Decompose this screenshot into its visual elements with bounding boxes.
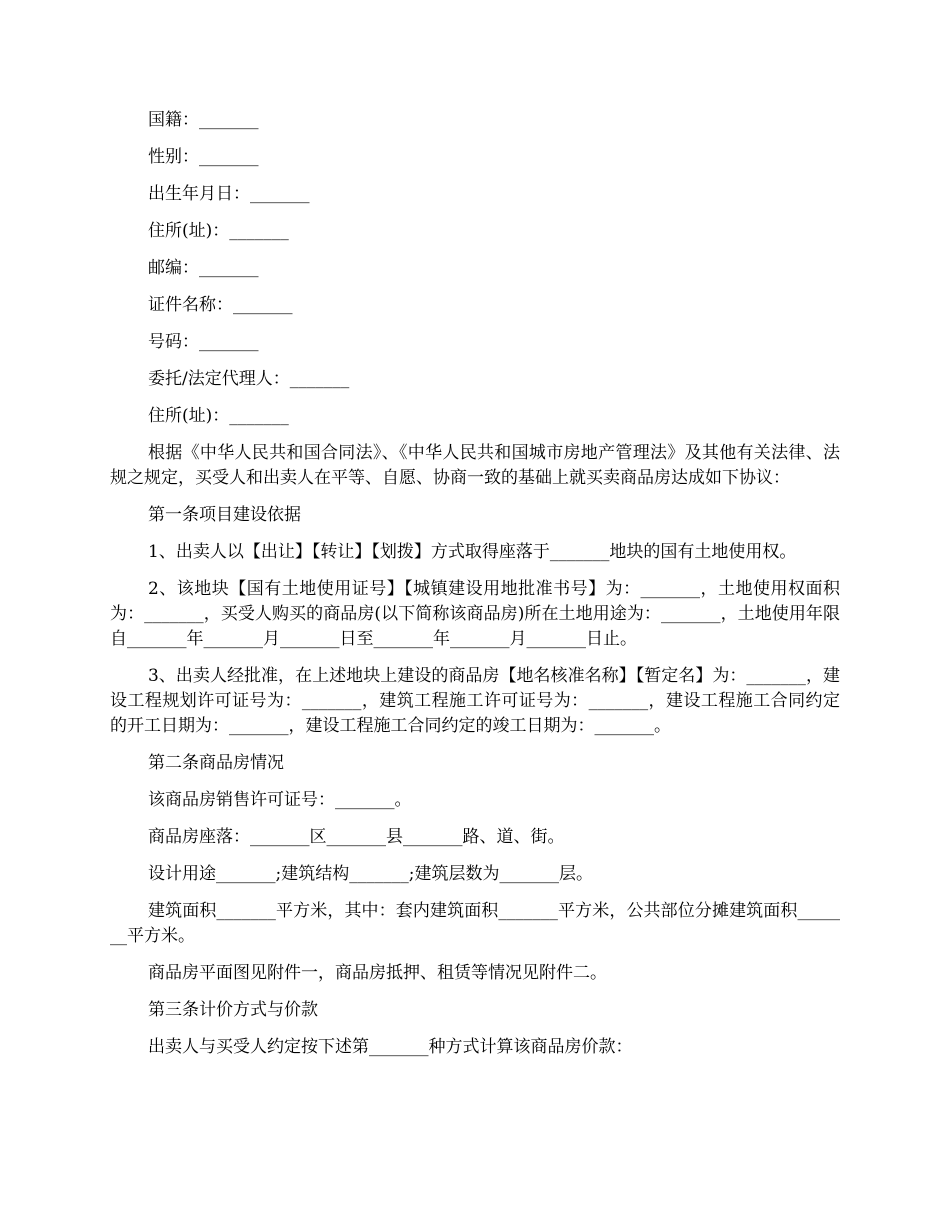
- location-line: 商品房座落：_______区_______县_______路、道、街。: [148, 827, 565, 847]
- pricing-method-line: 出卖人与买受人约定按下述第_______种方式计算该商品房价款：: [148, 1037, 633, 1057]
- contract-body: [110, 108, 840, 1072]
- field-address: 住所(址)：_______: [148, 221, 289, 241]
- article-1-heading: 第一条项目建设依据: [148, 505, 301, 525]
- sales-permit-line: 该商品房销售许可证号：_______。: [148, 790, 412, 810]
- field-agent-address: 住所(址)：_______: [148, 406, 289, 426]
- field-birth-date: 出生年月日：_______: [148, 184, 310, 204]
- field-gender: 性别：_______: [148, 147, 259, 167]
- article-1-clause-3: 3、出卖人经批准，在上述地块上建设的商品房【地名核准名称】【暂定名】为：_______，建设工程规划许可证号为：_______，建筑工程施工许可证号为：_______，建设工程施工合同约定的开工日期为：_______，建设工程施工合同约定的竣工日期为：_______。: [110, 666, 840, 736]
- article-2-heading: 第二条商品房情况: [148, 753, 284, 773]
- building-area-line: 建筑面积_______平方米，其中：套内建筑面积_______平方米，公共部位分摊建筑面积_______平方米。: [110, 901, 840, 946]
- field-postcode: 邮编：_______: [148, 258, 259, 278]
- field-nationality: 国籍：_______: [148, 110, 259, 130]
- field-id-type: 证件名称：_______: [148, 295, 293, 315]
- article-1-clause-2: 2、该地块【国有土地使用证号】【城镇建设用地批准书号】为：_______，土地使用权面积为：_______，买受人购买的商品房(以下简称该商品房)所在土地用途为：_______，土地使用年限自_______年_______月_______日至_______年_______月_______日止。: [110, 579, 840, 649]
- floor-plan-line: 商品房平面图见附件一，商品房抵押、租赁等情况见附件二。: [148, 963, 607, 983]
- field-agent: 委托/法定代理人：_______: [148, 369, 350, 389]
- design-use-line: 设计用途_______;建筑结构_______;建筑层数为_______层。: [148, 864, 593, 884]
- preamble-paragraph: 根据《中华人民共和国合同法》、《中华人民共和国城市房地产管理法》及其他有关法律、法规之规定，买受人和出卖人在平等、自愿、协商一致的基础上就买卖商品房达成如下协议：: [110, 443, 840, 488]
- field-id-number: 号码：_______: [148, 332, 259, 352]
- article-1-clause-1: 1、出卖人以【出让】【转让】【划拨】方式取得座落于_______地块的国有土地使用权。: [148, 542, 797, 562]
- article-3-heading: 第三条计价方式与价款: [148, 1000, 318, 1020]
